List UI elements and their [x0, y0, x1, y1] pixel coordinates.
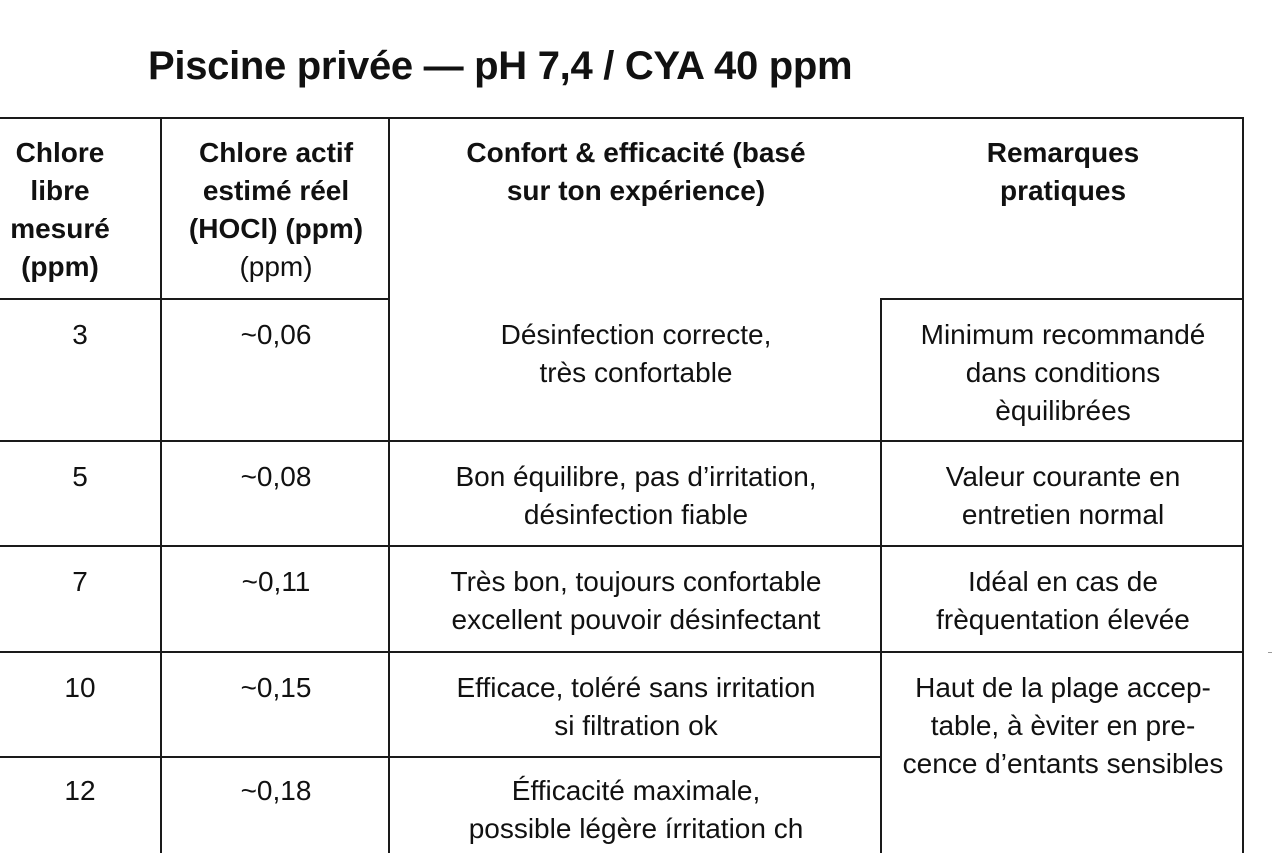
header-bottom-border-left [0, 298, 390, 300]
table-cell-free-chlorine: 3 [72, 319, 88, 350]
header-active-chlorine: Chlore actif estimé réel (HOCl) (ppm) (ppm) [188, 137, 364, 282]
table-cell-remarks: Minimum recommandé dans conditions èquilibrées [920, 319, 1206, 426]
table-cell-free-chlorine: 12 [64, 775, 96, 806]
table-cell-free-chlorine: 5 [72, 461, 88, 492]
table-cell-remarks: Valeur courante en entretien normal [945, 461, 1181, 530]
header-bottom-border-right [881, 298, 1244, 300]
table-cell-hocl: ~0,08 [240, 461, 312, 492]
table-cell-remarks: Haut de la plage accep- table, à èviter en pre- cence d’entants sensibles [902, 672, 1224, 779]
row-divider [0, 756, 882, 758]
row-divider [0, 651, 1244, 653]
table-cell-comfort: Bon équilibre, pas d’irritation, désinfection fiable [455, 461, 817, 530]
table-cell-remarks: Idéal en cas de frèquentation élevée [936, 566, 1190, 635]
page-title: Piscine privée — pH 7,4 / CYA 40 ppm [148, 44, 853, 88]
table-cell-comfort: Très bon, toujours confortable excellent pouvoir désinfectant [450, 566, 822, 635]
table-cell-hocl: ~0,06 [240, 319, 312, 350]
table-cell-hocl: ~0,18 [240, 775, 312, 806]
table-cell-free-chlorine: 7 [72, 566, 88, 597]
row-divider [0, 545, 1244, 547]
header-free-chlorine: Chlore libre mesuré (ppm) [10, 137, 110, 282]
table-cell-comfort: Efficace, toléré sans irritation si filtration ok [456, 672, 816, 741]
table-cell-comfort: Désinfection correcte, très confortable [500, 319, 772, 388]
row-divider [0, 440, 1244, 442]
table-cell-free-chlorine: 10 [64, 672, 96, 703]
edge-mark [1268, 652, 1272, 653]
header-remarks: Remarques pratiques [986, 137, 1140, 206]
table-cell-hocl: ~0,11 [241, 566, 311, 597]
table-cell-hocl: ~0,15 [240, 672, 312, 703]
table-cell-comfort: Éfficacité maximale, possible légère írritation ch [468, 775, 804, 844]
table-top-border [0, 117, 1244, 119]
header-comfort: Confort & efficacité (basé sur ton expérience) [466, 137, 806, 206]
